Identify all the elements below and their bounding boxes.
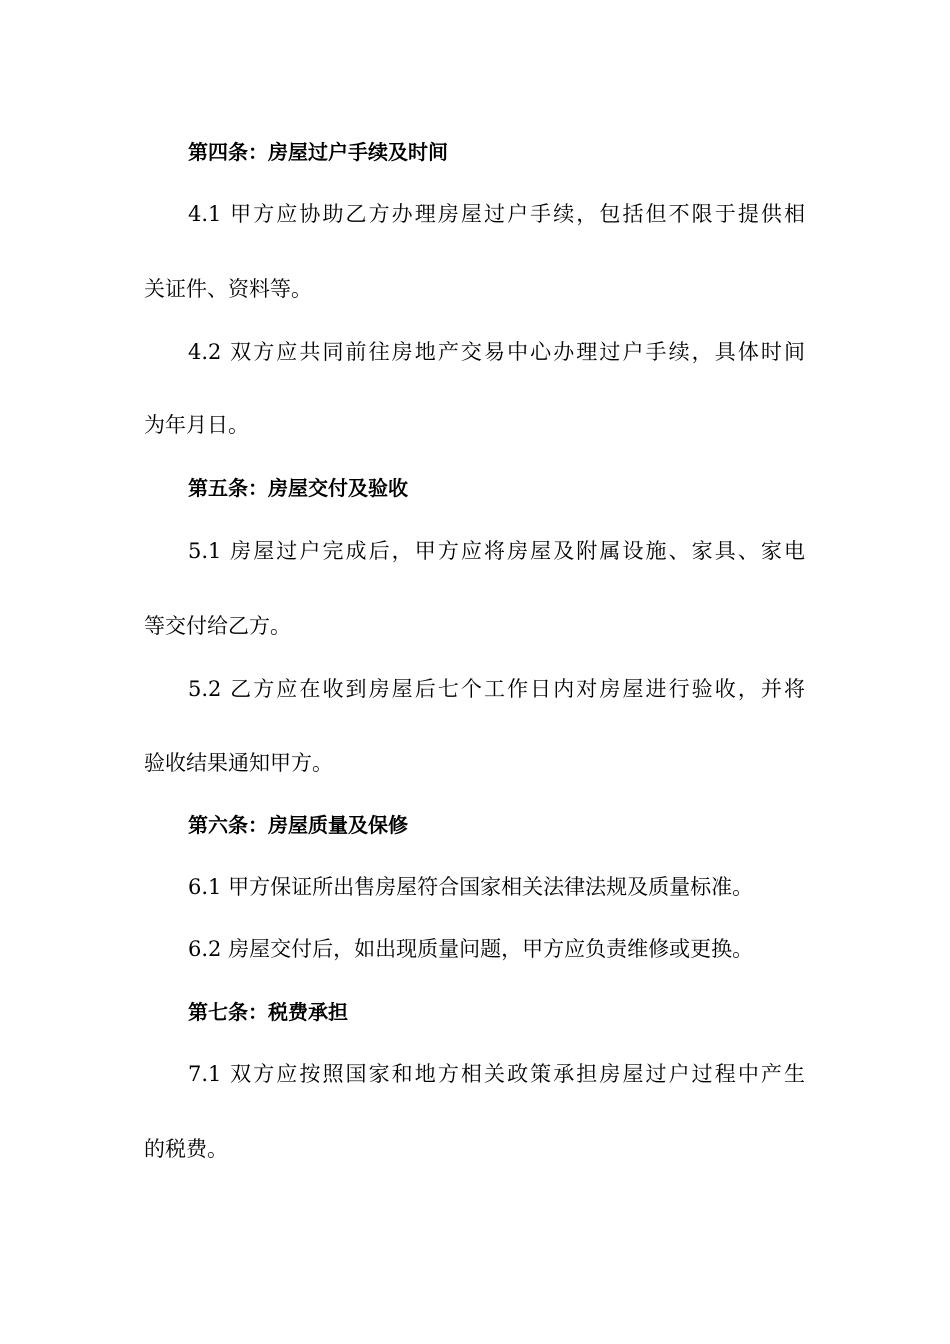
section-heading-7: 第七条：税费承担 bbox=[188, 1000, 348, 1024]
section-heading-6: 第六条：房屋质量及保修 bbox=[188, 813, 408, 837]
clause-5-1-line-2: 等交付给乙方。 bbox=[144, 614, 291, 638]
clause-4-1-line-2: 关证件、资料等。 bbox=[144, 277, 312, 301]
clause-7-1-line-2: 的税费。 bbox=[144, 1137, 228, 1161]
clause-5-1-line-1: 5.1 房屋过户完成后，甲方应将房屋及附属设施、家具、家电 bbox=[188, 539, 805, 563]
clause-6-1: 6.1 甲方保证所出售房屋符合国家相关法律法规及质量标准。 bbox=[188, 875, 754, 899]
section-heading-5: 第五条：房屋交付及验收 bbox=[188, 476, 408, 500]
section-heading-4: 第四条：房屋过户手续及时间 bbox=[188, 140, 448, 164]
clause-5-2-line-2: 验收结果通知甲方。 bbox=[144, 751, 333, 775]
clause-5-2-line-1: 5.2 乙方应在收到房屋后七个工作日内对房屋进行验收，并将 bbox=[188, 677, 805, 701]
clause-7-1-line-1: 7.1 双方应按照国家和地方相关政策承担房屋过户过程中产生 bbox=[188, 1062, 805, 1086]
clause-4-1-line-1: 4.1 甲方应协助乙方办理房屋过户手续，包括但不限于提供相 bbox=[188, 202, 805, 226]
clause-4-2-line-2: 为年月日。 bbox=[144, 413, 249, 437]
clause-6-2: 6.2 房屋交付后，如出现质量问题，甲方应负责维修或更换。 bbox=[188, 937, 754, 961]
clause-4-2-line-1: 4.2 双方应共同前往房地产交易中心办理过户手续，具体时间 bbox=[188, 340, 805, 364]
